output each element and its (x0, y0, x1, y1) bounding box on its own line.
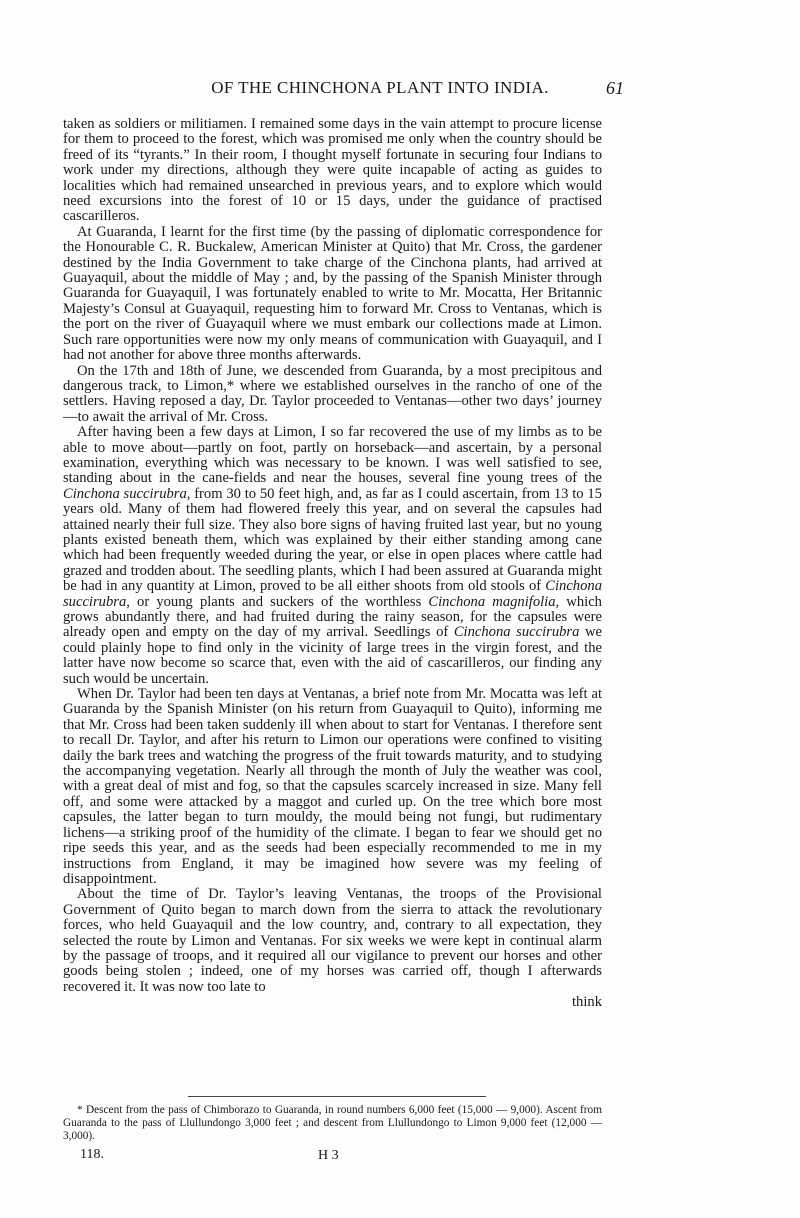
paragraph-4-text-c: or young plants and suckers of the worthless (129, 593, 429, 610)
species-name-3: Cinchona magnifolia, (428, 593, 560, 610)
signature-mark: H 3 (318, 1148, 339, 1163)
paragraph-4-text-d: which grows abundantly there, and had fruited during the rainy season, for the capsules were already open and empty on the day of my arrival. Seedlings of (63, 593, 602, 641)
running-title: OF THE CHINCHONA PLANT INTO INDIA. (211, 78, 549, 97)
paragraph-4 (63, 425, 602, 687)
species-name-4: Cinchona succirubra (453, 624, 580, 641)
species-name-1: Cinchona succirubra, (63, 485, 191, 502)
catchword: think (572, 994, 602, 1011)
paragraph-4-text-b: from 30 to 50 feet high, and, as far as I could ascertain, from 13 to 15 years old. Many of them had flowered freely this year, and on several the capsules had attained nearly their full size. They also bore signs of having fruited last year, but no young plants existed beneath them, which was explained by their either standing among cane which had been frequently weeded during the year, or else in open places where cattle had grazed and trodden about. The seedling plants, which I had been assured at Guaranda might be had in any quantity at Limon, proved to be all either shoots from old stools of (63, 485, 602, 595)
paragraph-2: At Guaranda, I learnt for the first time (by the passing of diplomatic correspondence for the Honourable C. R. Buckalew, American Minister at Quito) that Mr. Cross, the gardener destined by the India Government to take charge of the Cinchona plants, had arrived at Guayaquil, about the middle of May ; and, by the passing of the Spanish Minister through Guaranda for Guayaquil, I was fortunately enabled to write to Mr. Mocatta, Her Britannic Majesty’s Consul at Guayaquil, requesting him to forward Mr. Cross to Ventanas, which is the port on the river of Guayaquil where we must embark our collections made at Limon. Such rare opportunities were now my only means of communication with Guayaquil, and I had not another for above three months afterwards. (63, 223, 602, 364)
paragraph-5: When Dr. Taylor had been ten days at Ventanas, a brief note from Mr. Mocatta was left at Guaranda by the Spanish Minister (on his return from Guayaquil to Quito), informing me that Mr. Cross had been taken suddenly ill when about to start for Ventanas. I therefore sent to recall Dr. Taylor, and after his return to Limon our operations were confined to visiting daily the bark trees and watching the progress of the fruit towards maturity, and to studying the accompanying vegetation. Nearly all through the month of July the weather was cool, with a great deal of mist and fog, so that the capsules scarcely increased in size. Many fell off, and some were attacked by a maggot and curled up. On the tree which bore most capsules, the latter began to turn mouldy, the mould being not fungi, but rudimentary lichens—a striking proof of the humidity of the climate. I began to fear we should get no ripe seeds this year, and as the seeds had been especially recommended to me in my instructions from England, it may be imagined how severe was my feeling of disappointment. (63, 686, 602, 887)
signature-number: 118. (80, 1147, 104, 1162)
species-name-2: Cinchona succirubra, (63, 578, 602, 610)
footnote-rule (188, 1096, 486, 1097)
paragraph-1: taken as soldiers or militiamen. I remained some days in the vain attempt to procure license for them to proceed to the forest, which was promised me only when the country should be freed of its “tyrants.” In their room, I thought myself fortunate in securing four Indians to work under my directions, although they were quite incapable of acting as guides to localities which had remained unsearched in previous years, and to explore which would need excursions into the forest of 10 or 15 days, under the guidance of practised cascarilleros. (63, 116, 602, 225)
page-number: 61 (606, 78, 624, 98)
body-text (63, 117, 602, 1011)
footnote: * Descent from the pass of Chimborazo to Guaranda, in round numbers 6,000 feet (15,000 — 9,000). Ascent from Guaranda to the pass of Llullundongo 3,000 feet ; and descent from Llullundongo to Limon 9,000 feet (12,000 — 3,000). (63, 1104, 602, 1143)
paragraph-6: About the time of Dr. Taylor’s leaving Ventanas, the troops of the Provisional Government of Quito began to march down from the sierra to attack the revolutionary forces, who held Guayaquil and the low country, and, contrary to all expectation, they selected the route by Limon and Ventanas. For six weeks we were kept in continual alarm by the passage of troops, and it required all our vigilance to prevent our horses and other goods being stolen ; indeed, one of my horses was carried off, though I afterwards recovered it. It was now too late to (63, 886, 602, 995)
paragraph-3: On the 17th and 18th of June, we descended from Guaranda, by a most precipitous and dangerous track, to Limon,* where we established ourselves in the rancho of one of the settlers. Having reposed a day, Dr. Taylor proceeded to Ventanas—other two days’ journey—to await the arrival of Mr. Cross. (63, 362, 602, 425)
paragraph-4-text-e: we could plainly hope to find only in the vicinity of large trees in the virgin forest, and the latter have now become so scarce that, even with the aid of cascarilleros, our finding any such would be uncertain. (63, 624, 602, 687)
paragraph-4-text-a: After having been a few days at Limon, I so far recovered the use of my limbs as to be able to move about—partly on foot, partly on horseback—and ascertain, by a personal examination, everything which was necessary to be known. I was well satisfied to see, standing about in the cane-fields and near the houses, several fine young trees of the (63, 424, 602, 487)
